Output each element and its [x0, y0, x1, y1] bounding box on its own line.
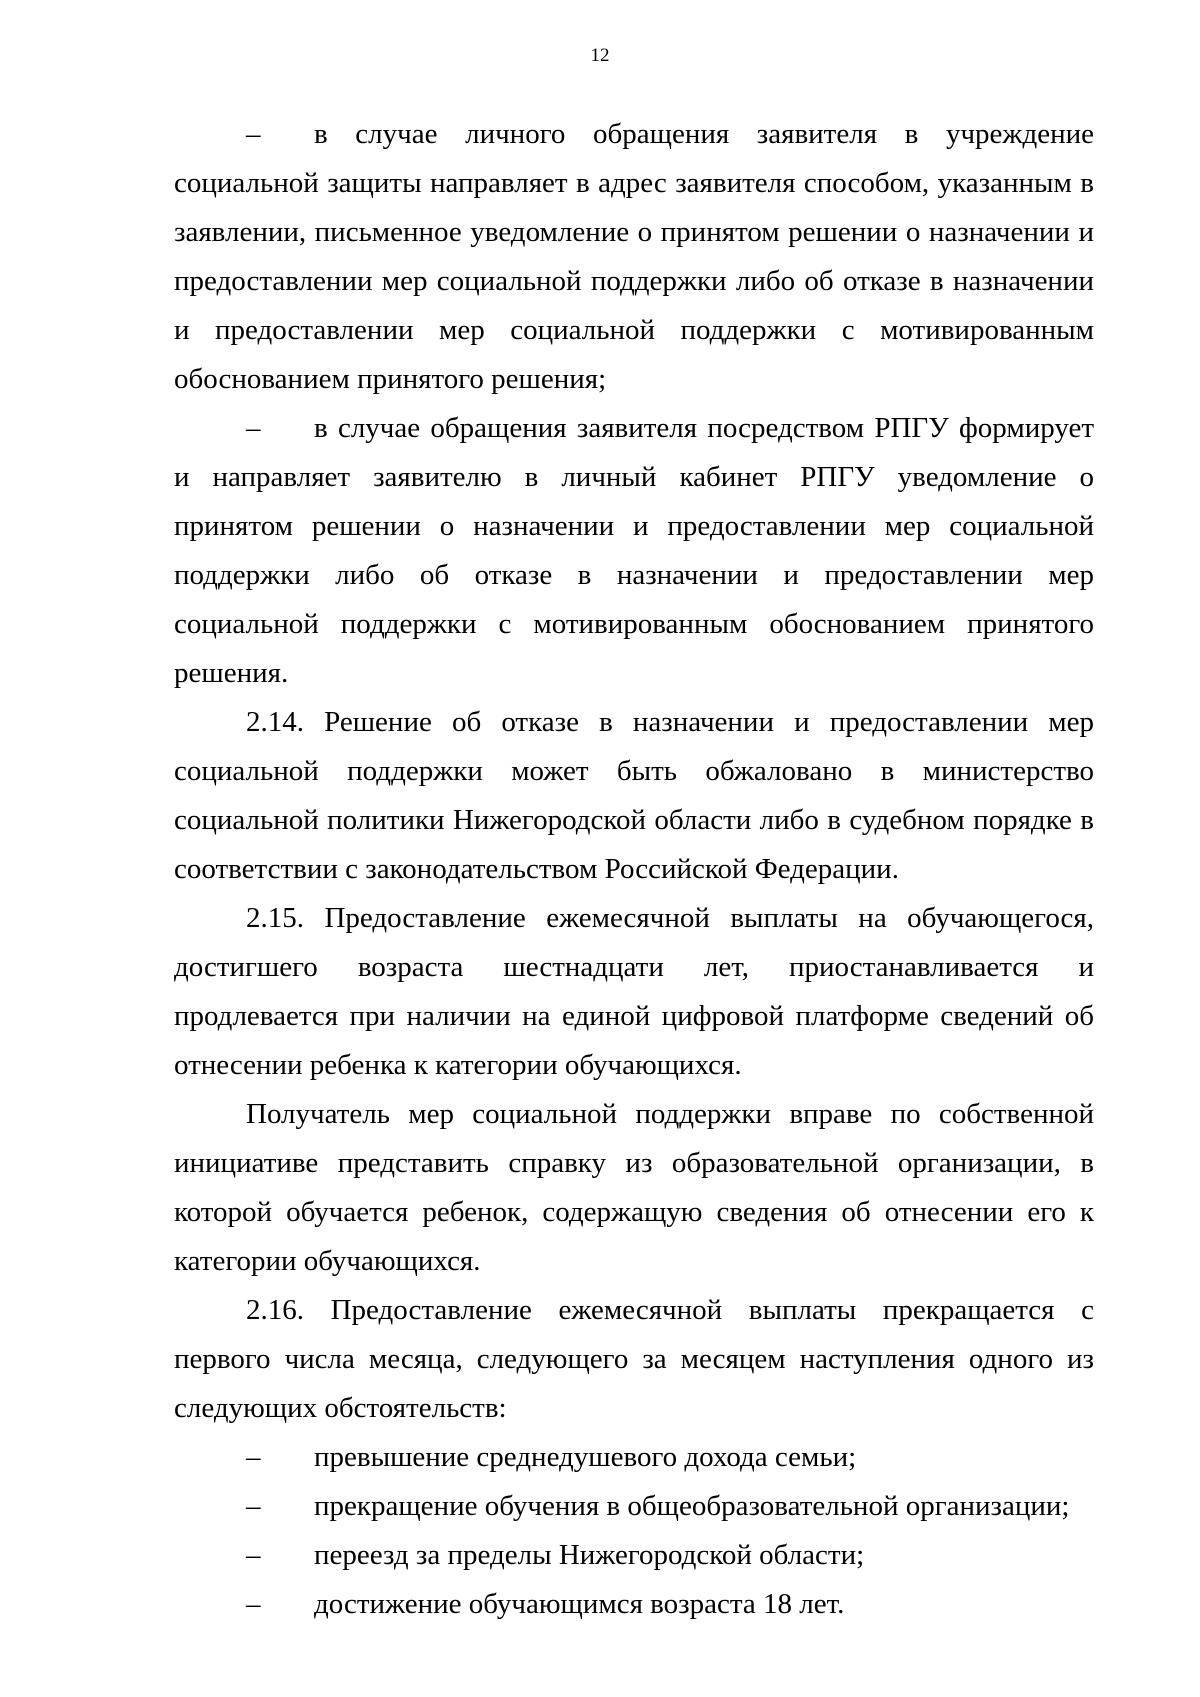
dash-paragraph: [174, 110, 1094, 404]
list-dash: –: [246, 1441, 261, 1473]
dash-paragraph: [174, 404, 1094, 698]
list-dash: –: [246, 118, 261, 150]
list-dash: –: [246, 1539, 261, 1571]
document-body: [174, 110, 1094, 1629]
paragraph-2-16: 2.16. Предоставление ежемесячной выплаты прекращается с первого числа месяца, следующего за месяцем наступления одного из следующих обстоятельств:: [174, 1294, 1094, 1424]
paragraph-text: в случае обращения заявителя посредством РПГУ формирует и направляет заявителю в личный кабинет РПГУ уведомление о принятом решении о назначении и предоставлении мер социальной поддержки либо об отказе в назначении и предоставлении мер социальной поддержки с мотивированным обоснованием принятого решения.: [174, 412, 1094, 689]
list-item-text: превышение среднедушевого дохода семьи;: [314, 1441, 857, 1473]
list-item-text: переезд за пределы Нижегородской области;: [314, 1539, 865, 1571]
page-number: 12: [590, 45, 610, 66]
list-item: [174, 1531, 1094, 1580]
list-item: [174, 1580, 1094, 1629]
list-dash: –: [246, 1490, 261, 1522]
list-item: [174, 1433, 1094, 1482]
list-item-text: прекращение обучения в общеобразовательной организации;: [314, 1490, 1070, 1522]
list-item-text: достижение обучающимся возраста 18 лет.: [314, 1588, 845, 1620]
list-dash: –: [246, 1588, 261, 1620]
list-item: [174, 1482, 1094, 1531]
paragraph-2-15: 2.15. Предоставление ежемесячной выплаты на обучающегося, достигшего возраста шестнадцати лет, приостанавливается и продлевается при наличии на единой цифровой платформе сведений об отнесении ребенка к категории обучающихся.: [174, 902, 1094, 1081]
paragraph-2-14: 2.14. Решение об отказе в назначении и предоставлении мер социальной поддержки может быть обжаловано в министерство социальной политики Нижегородской области либо в судебном порядке в соответствии с законодательством Российской Федерации.: [174, 706, 1094, 885]
paragraph-recipient-right: Получатель мер социальной поддержки вправе по собственной инициативе представить справку из образовательной организации, в которой обучается ребенок, содержащую сведения об отнесении его к категории обучающихся.: [174, 1098, 1094, 1277]
paragraph-text: в случае личного обращения заявителя в учреждение социальной защиты направляет в адрес заявителя способом, указанным в заявлении, письменное уведомление о принятом решении о назначении и предоставлении мер социальной поддержки либо об отказе в назначении и предоставлении мер социальной поддержки с мотивированным обоснованием принятого решения;: [174, 118, 1094, 395]
list-dash: –: [246, 412, 261, 444]
